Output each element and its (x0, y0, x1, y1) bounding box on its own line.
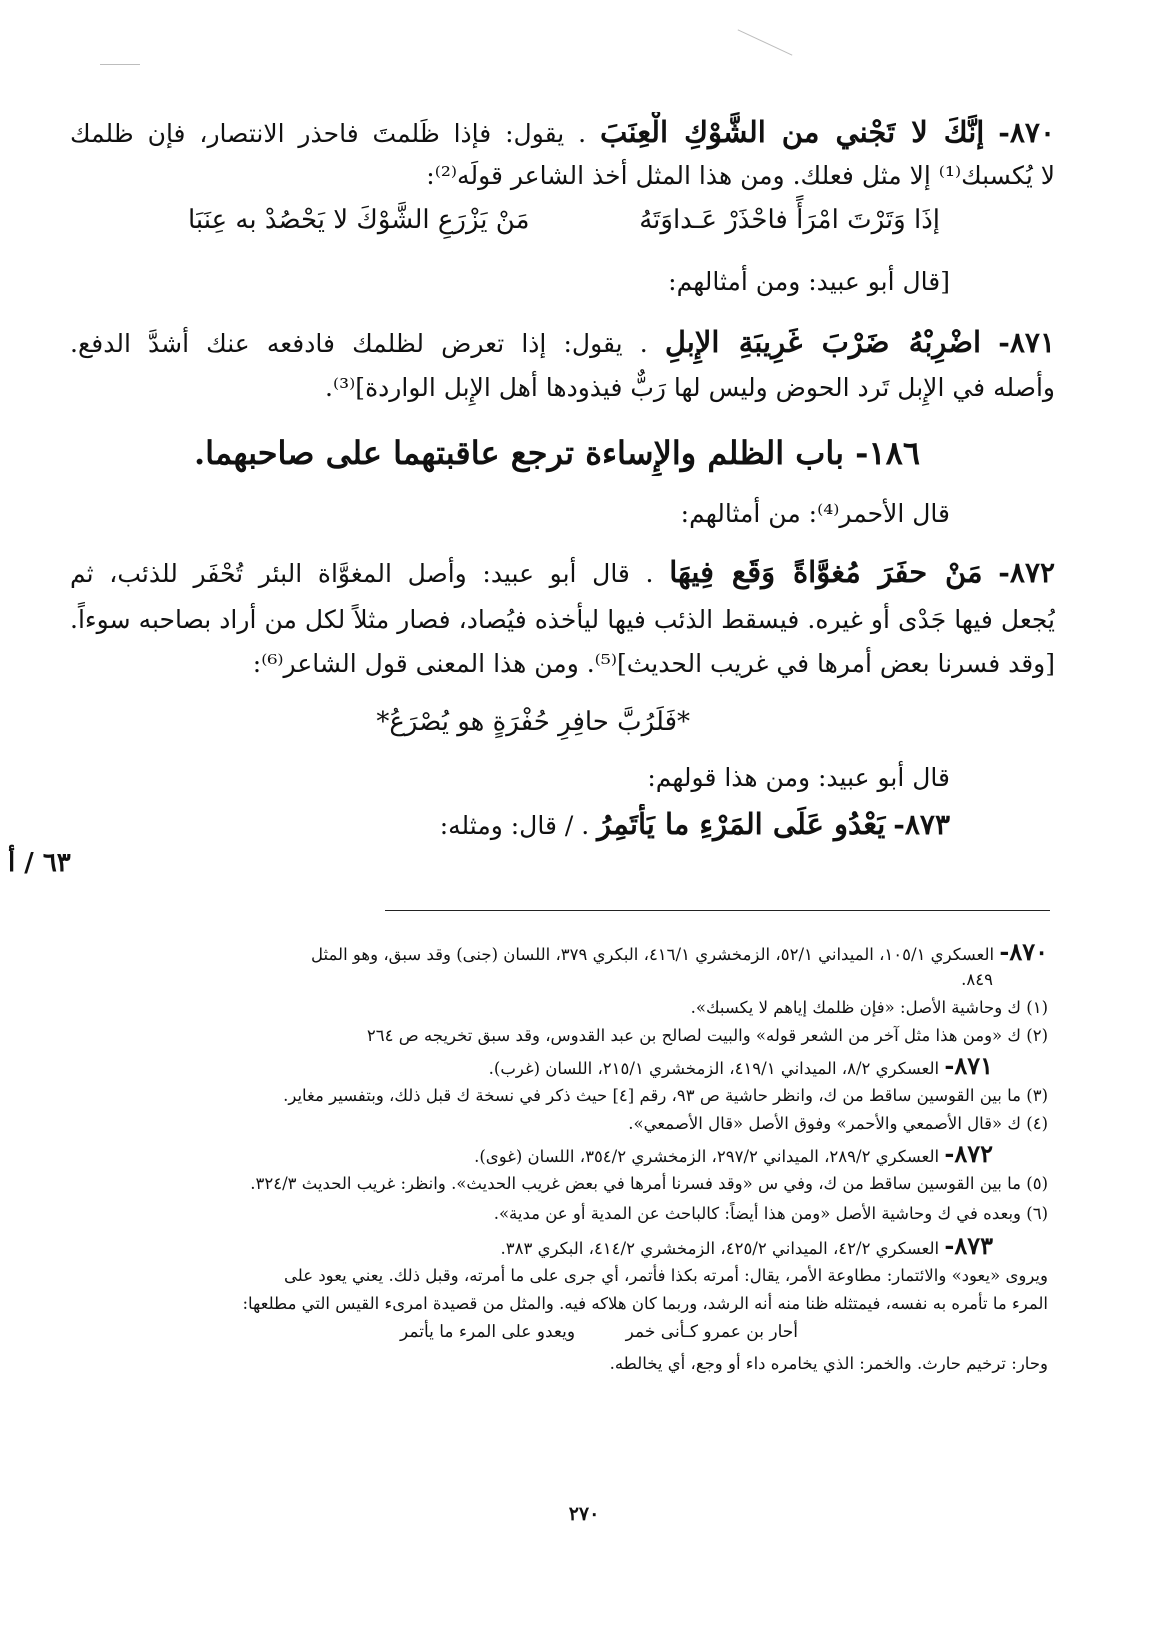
footnote-entry-number: ٨٧١- (944, 1052, 993, 1080)
entry-871-line-2: وأصله في الإِبل تَرد الحوض وليس لها رَبٌّ فيذودها أهل الإِبل الواردة]⁽³⁾. (325, 373, 1055, 402)
entry-number: ٨٧٢- (998, 556, 1055, 589)
manuscript-folio-note: ٦٣ / أ (8, 848, 71, 878)
commentary: . / قال: ومثله: (439, 811, 590, 840)
footnote-873-commentary-1: ويروى «يعود» والائتمار: مطاوعة الأمر، يقال: أمرته بكذا فأتمر، أي جرى على ما أمرته، وقبل ذلك. يعني يعود على (284, 1266, 1048, 1285)
verse-hemistich-left: مَنْ يَزْرَعِ الشَّوْكَ لا يَحْصُدْ به عِنَبَا (188, 205, 530, 235)
footnote-870-cont: ٨٤٩. (961, 970, 993, 989)
chapter-heading: ١٨٦- باب الظلم والإِساءة ترجع عاقبتهما على صاحبهما. (193, 434, 920, 472)
footnote-1: (١) ك وحاشية الأصل: «فإن ظلمك إياهم لا يكسبك». (690, 998, 1048, 1017)
footnote-text: العسكري ١٠٥/١، الميداني ٥٢/١، الزمخشري ٤١٦/١، البكري ٣٧٩، اللسان (جنى) وقد سبق، وهو المثل (311, 945, 995, 964)
commentary: . قال أبو عبيد: وأصل المغوَّاة البئر تُحْفَر للذئب، ثم (70, 559, 654, 588)
scan-artifact (738, 29, 793, 55)
intro-872: قال الأحمر⁽⁴⁾: من أمثالهم: (680, 499, 950, 528)
entry-number: ٨٧٣- (893, 808, 950, 841)
commentary: . يقول: فإذا ظَلمتَ فاحذر الانتصار، فإن ظلمك (70, 119, 587, 148)
entry-872-line-2: يُجعل فيها جَدْى أو غيره. فيسقط الذئب فيها ليأخذه فيُصاد، فصار مثلاً لكل من أراد بصاحبه سوءاً. (70, 605, 1055, 634)
proverb-title: مَنْ حفَرَ مُغوَّاةً وَقَع فِيهَا (669, 555, 983, 589)
proverb-title: اضْرِبْهُ ضَرْبَ غَرِيبَةِ الإِبلِ (664, 325, 982, 359)
intro-871: [قال أبو عبيد: ومن أمثالهم: (668, 267, 950, 296)
footnote-3: (٣) ما بين القوسين ساقط من ك، وانظر حاشية ص ٩٣، رقم [٤] حيث ذكر في نسخة ك قبل ذلك، وبتفسير مغاير. (283, 1086, 1048, 1105)
page-number: ٢٧٠ (568, 1503, 600, 1525)
entry-number: ٨٧٠- (998, 116, 1055, 149)
footnote-entry-number: ٨٧٠- (999, 938, 1048, 966)
footnote-873 (83, 1232, 993, 1263)
footnote-870 (83, 938, 1048, 969)
footnote-verse-left: ويعدو على المرء ما يأتمر (400, 1322, 576, 1342)
footnote-2: (٢) ك «ومن هذا مثل آخر من الشعر قوله» والبيت لصالح بن عبد القدوس، وقد سبق تخريجه ص ٢٦٤ (366, 1026, 1048, 1045)
footnote-text: العسكري ٨/٢، الميداني ٤١٩/١، الزمخشري ٢١٥/١، اللسان (غرب). (488, 1059, 940, 1078)
intro-873: قال أبو عبيد: ومن هذا قولهم: (647, 763, 950, 792)
footnote-872 (83, 1140, 993, 1171)
footnote-873-commentary-2: المرء ما تأمره به نفسه، فيمتثله ظنا منه أنه الرشد، وربما كان هلاكه فيه. والمثل من قصيدة امرىء القيس التي مطلعها: (242, 1294, 1048, 1313)
entry-871-line-1 (70, 322, 1055, 364)
entry-870-line-2: لا يُكسبك⁽¹⁾ إلا مثل فعلك. ومن هذا المثل أخذ الشاعر قولَه⁽²⁾: (426, 161, 1055, 190)
entry-873-line-1 (70, 804, 950, 846)
footnote-6: (٦) وبعده في ك وحاشية الأصل «ومن هذا أيضاً: كالباحث عن المدية أو عن مدية». (493, 1204, 1048, 1223)
entry-872-line-3: [وقد فسرنا بعض أمرها في غريب الحديث]⁽⁵⁾. ومن هذا المعنى قول الشاعر⁽⁶⁾: (252, 649, 1055, 678)
proverb-title: يَعْدُو عَلَى المَرْءِ ما يَأْتَمِرُ (597, 807, 886, 841)
footnote-4: (٤) ك «قال الأصمعي والأحمر» وفوق الأصل «قال الأصمعي». (628, 1114, 1048, 1133)
verse-line: *فَلَرُبَّ حافِرِ حُفْرَةٍ هو يُصْرَعُ* (376, 707, 690, 737)
verse-hemistich-right: إذَا وَتَرْتَ امْرَأً فاحْذَرْ عَـداوَتَهُ (639, 205, 940, 235)
footnote-verse-right: أحار بن عمرو كـأنى خمر (625, 1322, 798, 1342)
proverb-title: إنَّكَ لا تَجْني من الشَّوْكِ الْعِنَبَ (599, 115, 985, 149)
footnote-entry-number: ٨٧٢- (944, 1140, 993, 1168)
entry-number: ٨٧١- (998, 326, 1055, 359)
commentary: . يقول: إذا تعرض لظلمك فادفعه عنك أشدَّ الدفع. (70, 329, 648, 358)
footnote-separator (385, 910, 1050, 911)
entry-872-line-1 (70, 552, 1055, 594)
footnote-5: (٥) ما بين القوسين ساقط من ك، وفي س «وقد فسرنا أمرها في بعض غريب الحديث». وانظر: غريب الحديث ٣٢٤/٣. (250, 1174, 1048, 1193)
entry-870-line-1 (70, 112, 1055, 154)
footnote-873-commentary-3: وحار: ترخيم حارث. والخمر: الذي يخامره داء أو وجع، أي يخالطه. (609, 1354, 1048, 1373)
scan-artifact (100, 64, 140, 65)
footnote-871 (83, 1052, 993, 1083)
footnote-entry-number: ٨٧٣- (944, 1232, 993, 1260)
footnote-text: العسكري ٤٢/٢، الميداني ٤٢٥/٢، الزمخشري ٤١٤/٢، البكري ٣٨٣. (500, 1239, 940, 1258)
footnote-text: العسكري ٢٨٩/٢، الميداني ٢٩٧/٢، الزمخشري ٣٥٤/٢، اللسان (غوى). (474, 1147, 940, 1166)
